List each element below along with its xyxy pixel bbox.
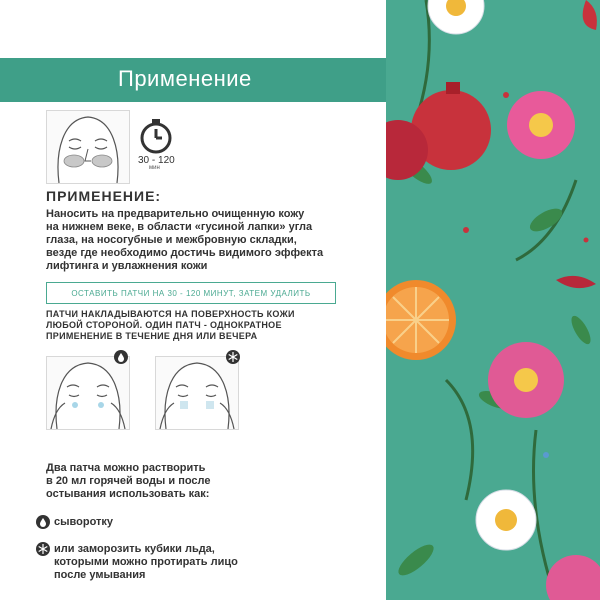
ice-bullet: или заморозить кубики льда, которыми можно протирать лицо после умывания [54,543,238,581]
serum-bullet: сыворотку [54,516,114,528]
drop-icon [36,515,50,529]
time-range: 30 - 120 [138,155,175,166]
section-heading: ПРИМЕНЕНИЕ: [46,188,162,204]
face-serum-illustration [46,356,130,430]
instructions-text: Наносить на предварительно очищенную кожу на нижнем веке, в области «гусиной лапки» угла глаза, на носогубные и межбровную складки, везде где необходимо достичь видимого эффекта лифтинга и увлажнения кожи [46,208,324,272]
face-ice-illustration [155,356,239,430]
page-title: Применение [118,66,252,91]
dissolve-text: Два патча можно растворить в 20 мл горячей воды и после остывания использовать как: [46,462,211,500]
floral-pattern [386,0,600,600]
duration-callout: ОСТАВИТЬ ПАТЧИ НА 30 - 120 МИНУТ, ЗАТЕМ УДАЛИТЬ [46,282,336,304]
title-banner [0,58,386,102]
clock-icon [136,116,176,156]
time-unit: мин [149,165,160,171]
usage-note: ПАТЧИ НАКЛАДЫВАЮТСЯ НА ПОВЕРХНОСТЬ КОЖИ ЛЮБОЙ СТОРОНОЙ. ОДИН ПАТЧ - ОДНОКРАТНОЕ ПРИМЕНЕНИЕ В ТЕЧЕНИЕ ДНЯ ИЛИ ВЕЧЕРА [46,309,295,341]
drop-icon [114,350,128,364]
snowflake-icon [226,350,240,364]
snowflake-icon [36,542,50,556]
face-patches-illustration [46,110,130,184]
